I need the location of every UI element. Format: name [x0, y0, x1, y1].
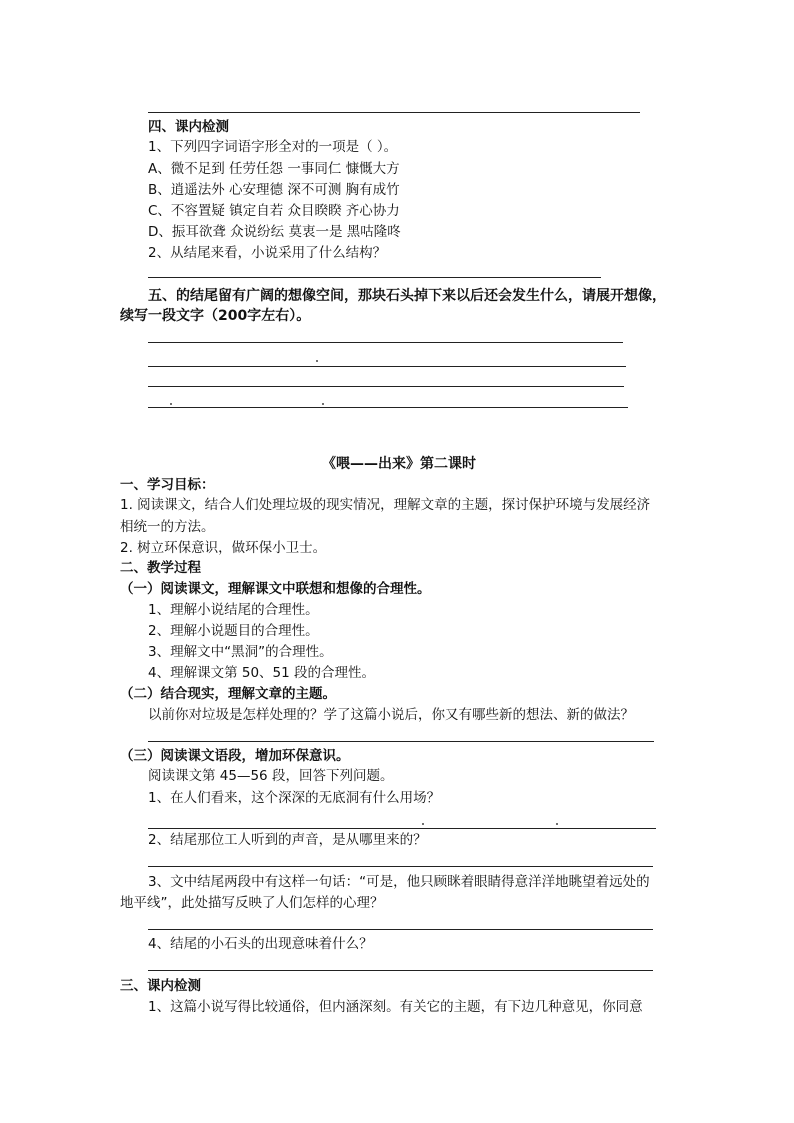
writing-line	[148, 407, 628, 408]
sec1-item-2: 2、理解小说题目的合理性。	[148, 623, 319, 639]
sec3-q3-line2: 地平线”，此处描写反映了人们怎样的心理？	[120, 895, 384, 911]
sec1-item-3: 3、理解文中“黑洞”的合理性。	[148, 644, 333, 660]
sec3-q4: 4、结尾的小石头的出现意味着什么？	[148, 936, 373, 952]
sec1-item-4: 4、理解课文第 50、51 段的合理性。	[148, 665, 376, 681]
option-c: C、不容置疑 镇定自若 众目睽睽 齐心协力	[148, 203, 400, 219]
stray-mark	[422, 823, 424, 825]
answer-line	[148, 828, 656, 829]
sec1-heading: （一）阅读课文，理解课文中联想和想像的合理性。	[120, 581, 431, 597]
goal-1-line2: 相统一的方法。	[120, 519, 215, 535]
answer-line	[148, 277, 601, 278]
option-a: A、微不足到 任劳任怨 一事同仁 慷慨大方	[148, 161, 400, 177]
stray-mark	[556, 823, 558, 825]
question-1: 1、下列四字词语字形全对的一项是（ ）。	[148, 139, 398, 155]
goal-1-line1: 1. 阅读课文，结合人们处理垃圾的现实情况，理解文章的主题，探讨保护环境与发展经济	[120, 497, 651, 513]
stray-mark	[322, 403, 324, 405]
sec3-intro: 阅读课文第 45—56 段，回答下列问题。	[148, 768, 394, 784]
answer-line	[148, 866, 653, 867]
check-q1: 1、这篇小说写得比较通俗，但内涵深刻。有关它的主题，有下边几种意见，你同意	[148, 999, 643, 1015]
goal-2: 2. 树立环保意识，做环保小卫士。	[120, 540, 327, 556]
section-5-line1: 五、的结尾留有广阔的想像空间，那块石头掉下来以后还会发生什么，请展开想像，	[148, 288, 666, 304]
goals-heading: 一、学习目标：	[120, 477, 215, 493]
answer-line	[148, 970, 653, 971]
answer-line	[148, 112, 640, 113]
sec2-heading: （二）结合现实，理解文章的主题。	[120, 686, 336, 702]
question-2: 2、从结尾来看，小说采用了什么结构？	[148, 245, 387, 261]
sec2-text: 以前你对垃圾是怎样处理的？学了这篇小说后，你又有哪些新的想法、新的做法？	[148, 707, 634, 723]
section-heading-4: 四、课内检测	[148, 119, 229, 135]
writing-line	[148, 342, 623, 343]
sec3-heading: （三）阅读课文语段，增加环保意识。	[120, 748, 350, 764]
option-d: D、振耳欲聋 众说纷纭 莫衷一是 黑咕隆咚	[148, 224, 401, 240]
stray-mark	[170, 403, 172, 405]
answer-line	[148, 741, 654, 742]
sec3-q3-line1: 3、文中结尾两段中有这样一句话：“可是，他只顾眯着眼睛得意洋洋地眺望着远处的	[148, 874, 650, 890]
lesson-title: 《喂——出来》第二课时	[322, 456, 476, 472]
option-b: B、逍遥法外 心安理德 深不可测 胸有成竹	[148, 182, 400, 198]
stray-mark	[316, 360, 318, 362]
writing-line	[148, 366, 626, 367]
answer-line	[148, 929, 653, 930]
writing-line	[148, 386, 624, 387]
sec1-item-1: 1、理解小说结尾的合理性。	[148, 602, 319, 618]
check-heading: 三、课内检测	[120, 978, 201, 994]
process-heading: 二、教学过程	[120, 560, 201, 576]
section-5-line2: 续写一段文字（200字左右）。	[120, 308, 311, 324]
sec3-q2: 2、结尾那位工人听到的声音，是从哪里来的？	[148, 832, 427, 848]
sec3-q1: 1、在人们看来，这个深深的无底洞有什么用场？	[148, 790, 441, 806]
